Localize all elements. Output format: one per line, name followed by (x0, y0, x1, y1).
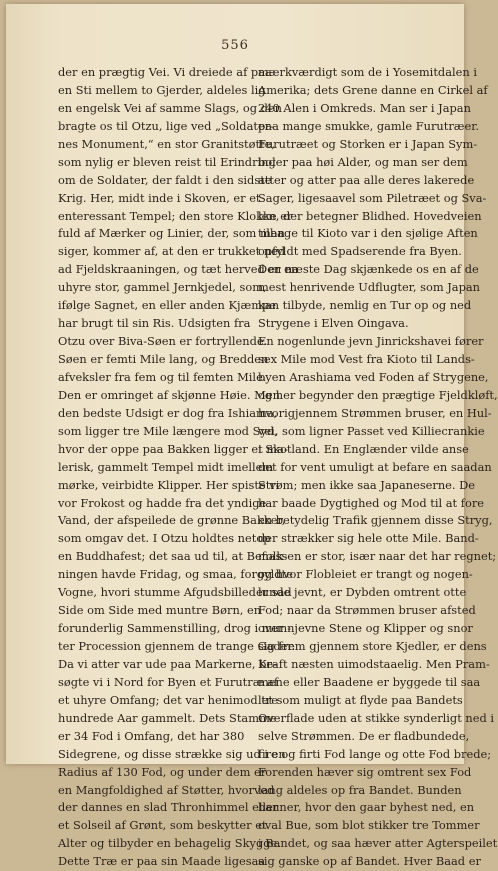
text-line: den bedste Udsigt er dog fra Ishiama, (58, 405, 278, 420)
text-line: fuld af Mærker og Linier, der, som man (58, 226, 285, 241)
text-line: mest henrivende Udflugter, som Japan (258, 280, 481, 295)
text-line: vei, som ligner Passet ved Killiecrankie (258, 423, 485, 438)
text-line: i Bandet, og saa hæver atter Agterspeilet (258, 836, 498, 851)
text-line: let som muligt at flyde paa Bandets (258, 692, 463, 707)
text-line: ifølge Sagnet, en eller anden Kjæmpe (58, 298, 277, 313)
text-line: er 34 Fod i Omfang, det har 380 (58, 728, 245, 743)
text-line: mærkværdigt som de i Yosemitdalen i (258, 65, 477, 79)
text-line: en betydelig Trafik gjennem disse Stryg, (258, 513, 493, 528)
text-line: hvor der oppe paa Bakken ligger et ma- (58, 441, 288, 456)
left-column (58, 64, 299, 871)
text-line: lunde jevnt, er Dybden omtrent otte (258, 585, 467, 600)
text-line: vor Frokost og hadde fra det yndige (58, 495, 267, 510)
text-line: sig ganske op af Bandet. Hver Baad er (258, 854, 481, 869)
text-line: bragte os til Otzu, lige ved „Soldater- (58, 118, 274, 133)
page-number: 556 (221, 38, 249, 53)
text-line: Fod; naar da Strømmen bruser afsted (258, 603, 476, 618)
text-line: nes Monument,“ en stor Granitstøtte, (58, 136, 275, 151)
text-line: boler paa høi Alder, og man ser dem (258, 154, 468, 169)
text-line: og hvor Flobleiet er trangt og nogen- (258, 567, 473, 582)
text-line: mørke, veirbidte Klipper. Her spiste vi (58, 477, 280, 492)
text-line: len, der betegner Blidhed. Hovedveien (258, 208, 482, 223)
text-line: Sager, ligesaavel som Piletræet og Sva- (258, 190, 487, 205)
text-line: En nogenlunde jevn Jinrickshavei fører (258, 334, 484, 349)
text-line: Krig. Her, midt inde i Skoven, er et (58, 190, 261, 205)
text-line: Vogne, hvori stumme Afgudsbilleder sad (58, 585, 292, 600)
text-line: forunderlig Sammenstilling, drog i mun- (58, 621, 292, 636)
text-line: der en prægtig Vei. Vi dreiede af paa (58, 65, 272, 79)
text-line: paa mange smukke, gamle Furutræer. (258, 118, 480, 133)
text-line: afveksler fra fem og til femten Mile. (58, 369, 267, 384)
text-line: i Skotland. En Englænder vilde anse (258, 441, 469, 456)
text-line: Vand, der afspeilede de grønne Bakker, (58, 513, 286, 528)
text-line: sig frem gjennem store Kjedler, er dens (258, 639, 487, 653)
text-line: et uhyre Omfang; det var henimod tre (58, 692, 278, 707)
text-line: ter Procession gjennem de trange Gader. (58, 639, 296, 653)
text-line: og her begynder den prægtige Fjeldkløft, (258, 387, 498, 402)
text-line: som nylig er bleven reist til Erindring (58, 154, 276, 169)
text-line: en Buddhafest; det saa ud til, at Befolk- (58, 549, 287, 564)
text-line: en Sti mellem to Gjerder, aldeles lig (58, 82, 266, 97)
book-page (6, 4, 498, 869)
text-line: en engelsk Vei af samme Slags, og den (58, 100, 282, 115)
text-line: søgte vi i Nord for Byen et Furutræ af (58, 674, 279, 689)
text-line: oval Bue, som blot stikker tre Tommer (258, 818, 480, 833)
text-line: hundrede Aar gammelt. Dets Stamme (58, 710, 277, 725)
text-line: lerisk, gammelt Tempel midt imellem (58, 459, 274, 474)
text-line: et Solseil af Grønt, som beskytter et (58, 818, 267, 833)
text-line: Den er omringet af skjønne Høie. Men (58, 387, 280, 402)
text-line: Side om Side med muntre Børn, en (58, 603, 262, 618)
text-line: Alter og tilbyder en behagelig Skygge. (58, 836, 281, 851)
text-line: kan tilbyde, nemlig en Tur op og ned (258, 298, 472, 313)
text-line: Amerika; dets Grene danne en Cirkel af (258, 82, 488, 97)
text-line: om de Soldater, der faldt i den sidste (58, 172, 272, 187)
text-line: som ligger tre Mile længere mod Syd, (58, 423, 278, 438)
text-line: ad Fjeldskraaningen, og tæt herved er en (58, 262, 299, 277)
text-line: atter og atter paa alle deres lakerede (258, 172, 475, 187)
text-line: Furutræet og Storken er i Japan Sym- (258, 136, 478, 151)
text-line: en Mangfoldighed af Støtter, hvorved (58, 782, 275, 797)
text-line: lang aldeles op fra Bandet. Bunden (258, 782, 462, 797)
text-line: det for vent umuligt at befare en saadan (258, 459, 492, 474)
text-line: som omgav det. I Otzu holdtes netop (58, 531, 271, 546)
text-line: Søen er femti Mile lang, og Bredden (58, 352, 269, 366)
text-line: Dette Træ er paa sin Maade ligesaa (58, 854, 266, 869)
text-line: banner, hvor den gaar byhest ned, en (258, 800, 475, 815)
text-line: Den næste Dag skjænkede os en af de (258, 262, 479, 277)
text-line: Kraft næsten uimodstaaelig. Men Pram- (258, 656, 490, 671)
right-column (258, 64, 498, 871)
text-line: Forenden hæver sig omtrent sex Fod (258, 764, 472, 779)
text-line: 240 Alen i Omkreds. Man ser i Japan (258, 100, 471, 115)
text-line: Da vi atter var ude paa Markerne, be- (58, 656, 277, 671)
text-line: Radius af 130 Fod, og under dem er (58, 764, 267, 779)
text-line: over njevne Stene og Klipper og snor (258, 621, 473, 636)
text-line: har brugt til sin Ris. Udsigten fra (58, 316, 251, 331)
text-line: fire og firti Fod lange og otte Fod brede; (258, 746, 492, 761)
text-line: ningen havde Fridag, og smaa, forgyldte (58, 567, 293, 582)
text-line: selve Strømmen. De er fladbundede, (258, 728, 470, 743)
text-line: byen Arashiama ved Foden af Strygene, (258, 369, 489, 384)
text-line: tilbage til Kioto var i den sjølige Aften (258, 226, 478, 241)
text-line: der dannes en slad Thronhimmel eller (58, 800, 279, 815)
text-line: opfyldt med Spadserende fra Byen. (258, 244, 462, 259)
text-line: Strygene i Elven Oingava. (258, 316, 409, 331)
text-line: Otzu over Biva-Søen er fortryllende. (58, 334, 268, 349)
text-line: massen er stor, især naar det har regnet; (258, 549, 497, 564)
text-line: siger, kommer af, at den er trukket ned (58, 244, 286, 259)
text-line: enteressant Tempel; den store Klokke er (58, 208, 293, 223)
text-line: Strøm; men ikke saa Japaneserne. De (258, 477, 476, 492)
text-line: Overflade uden at stikke synderligt ned i (258, 710, 495, 725)
text-line: der strækker sig hele otte Mile. Band- (258, 531, 479, 546)
text-line: mene eller Baadene er byggede til saa (258, 674, 481, 689)
text-line: uhyre stor, gammel Jernkjedel, som, (58, 280, 267, 295)
text-line: har baade Dygtighed og Mod til at fore (258, 495, 485, 510)
text-line: Sidegrene, og disse strække sig ud i en (58, 746, 286, 761)
text-line: hvorigjennem Strømmen bruser, en Hul- (258, 405, 492, 420)
text-line: sex Mile mod Vest fra Kioto til Lands- (258, 352, 475, 366)
